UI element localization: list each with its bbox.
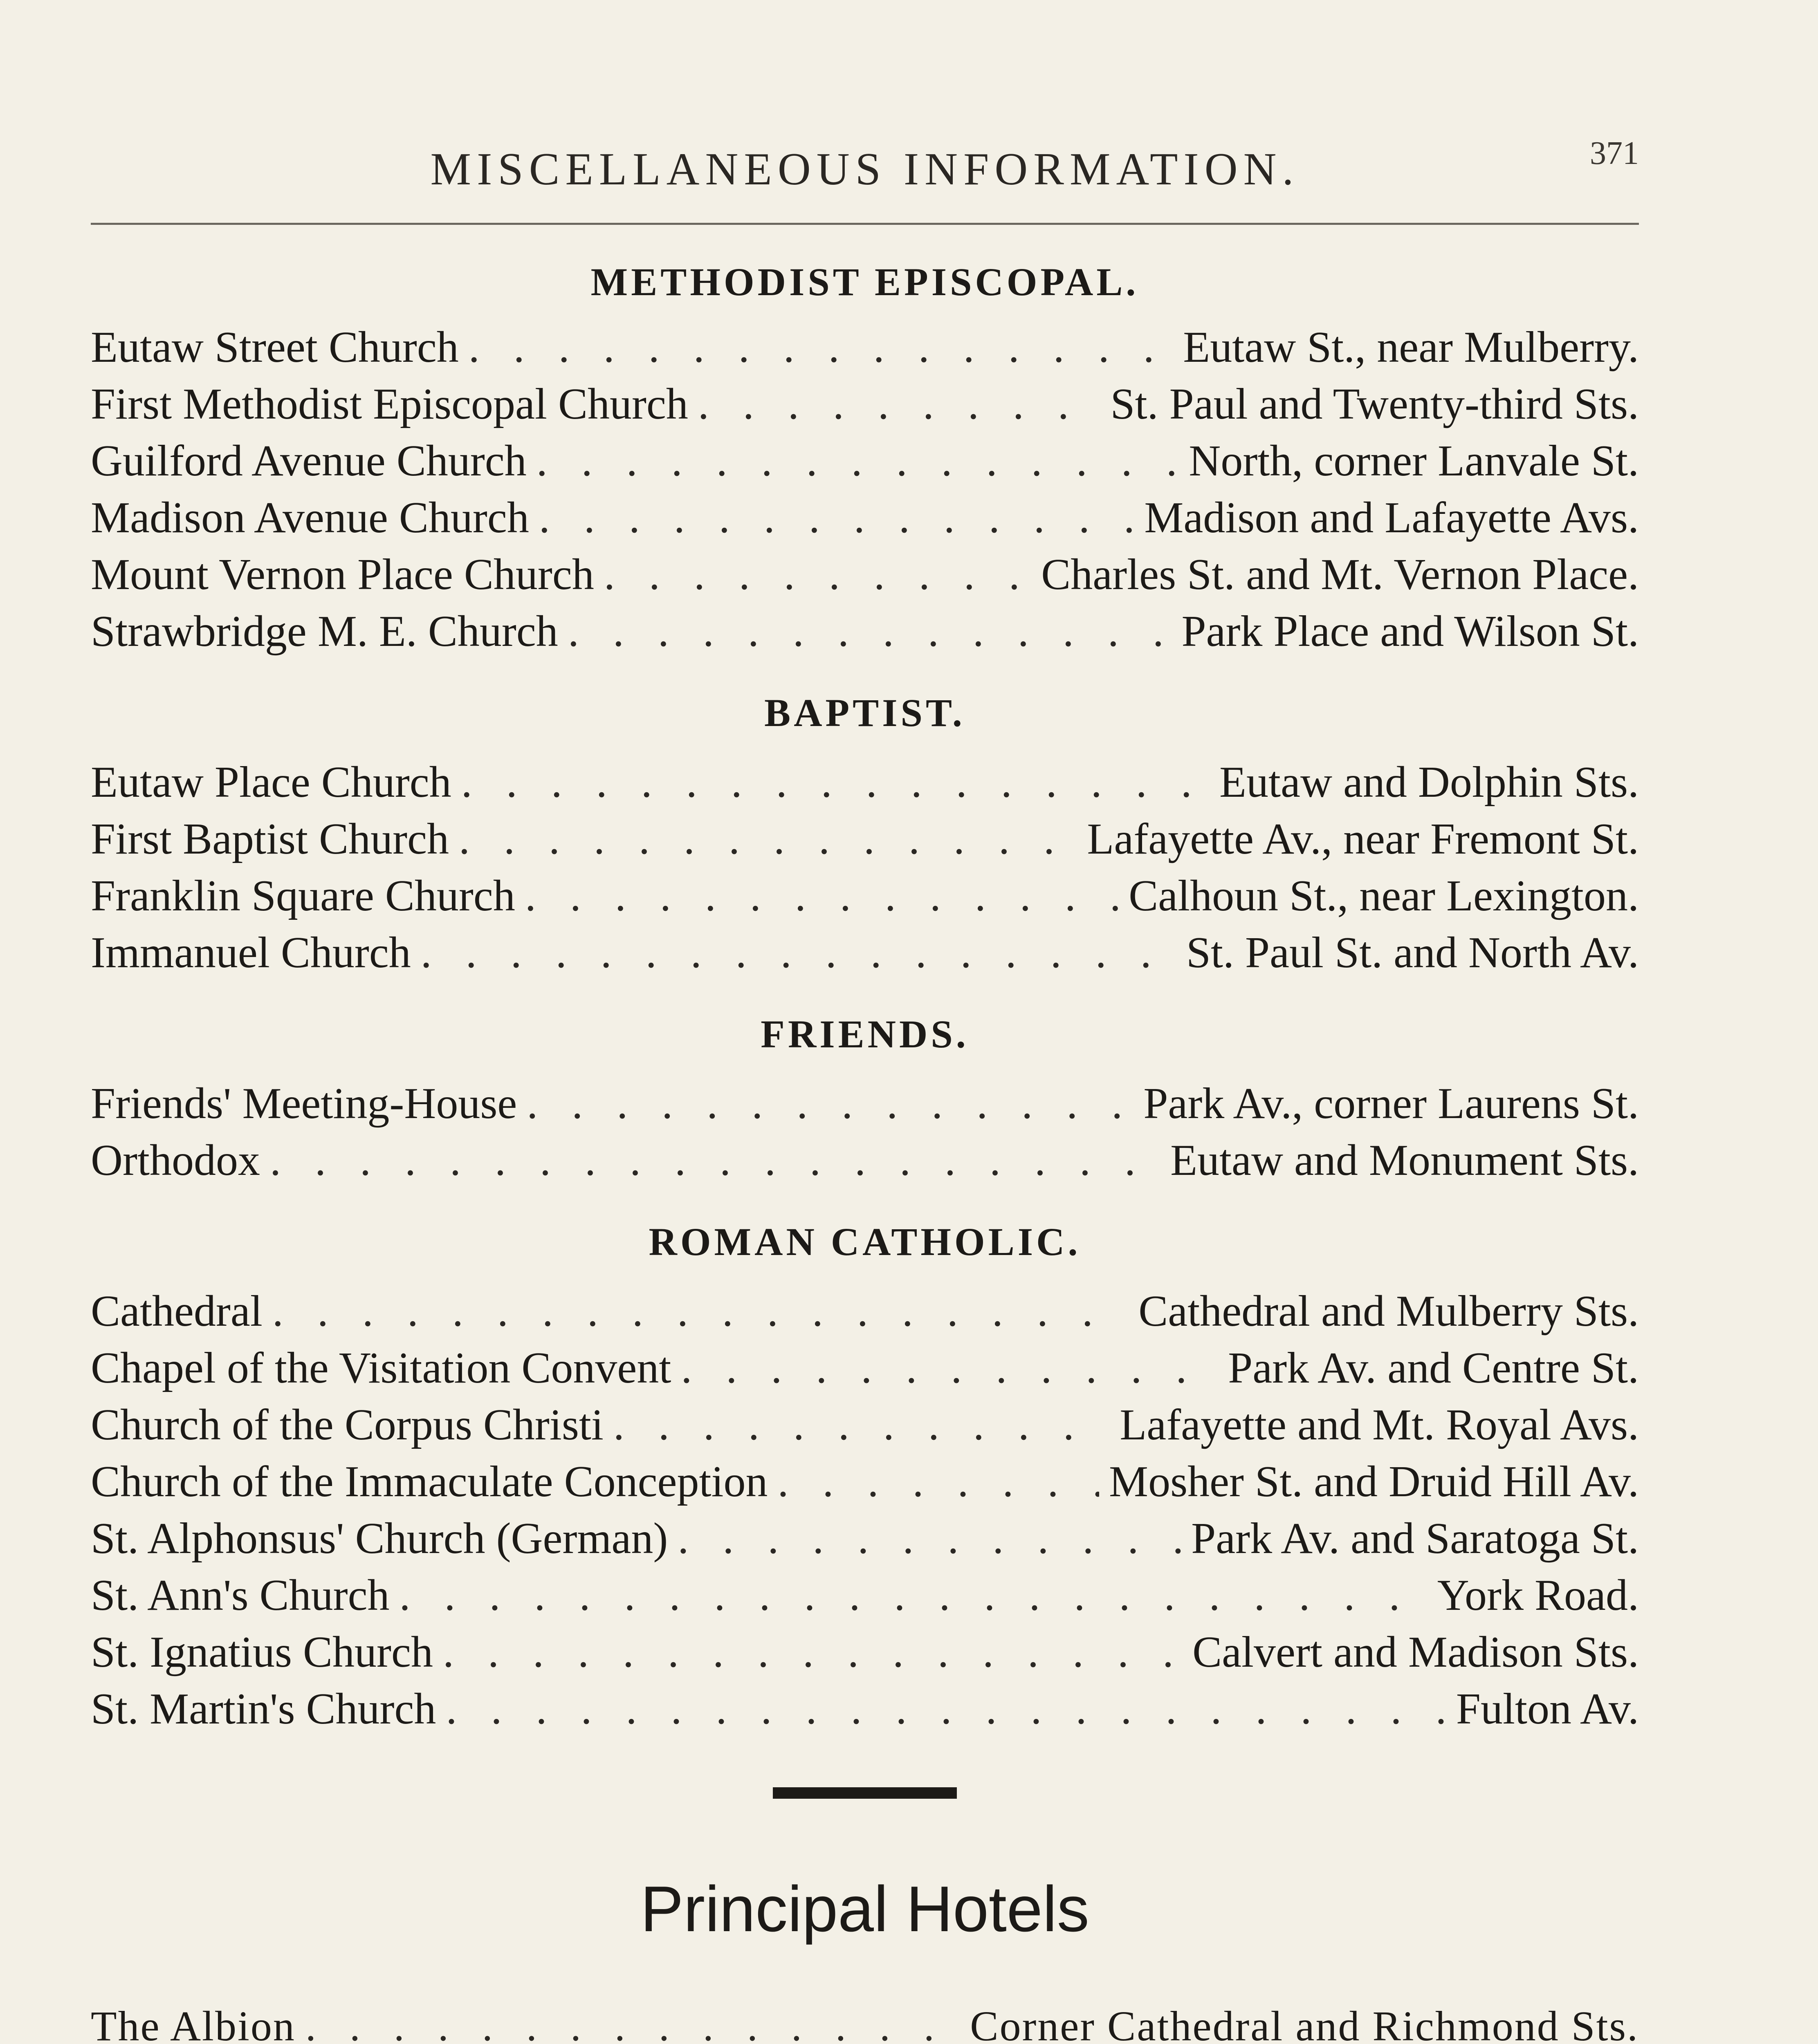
- list-item: [91, 1283, 1639, 1340]
- list-item: [91, 867, 1639, 924]
- list-item: [91, 1396, 1639, 1453]
- entry-location: Fulton Av.: [1456, 1685, 1639, 1733]
- entry-name: St. Ann's Church: [91, 1571, 390, 1620]
- entry-name: Eutaw Place Church: [91, 758, 451, 807]
- dot-leader: [272, 1283, 1129, 1340]
- hotels-title: Principal Hotels: [640, 1873, 1089, 1945]
- section-roman-catholic: [91, 1205, 1639, 1737]
- entry-location: Park Av., corner Laurens St.: [1143, 1079, 1639, 1128]
- page-header: [91, 135, 1639, 196]
- entry-location: St. Paul St. and North Av.: [1186, 928, 1639, 977]
- dot-leader: [568, 603, 1172, 660]
- entry-name: Immanuel Church: [91, 928, 411, 977]
- churches-directory: [91, 245, 1639, 1737]
- list-item: [91, 1624, 1639, 1681]
- section-methodist-episcopal: [91, 245, 1639, 660]
- entry-location: St. Paul and Twenty-third Sts.: [1110, 380, 1639, 428]
- entry-location: Mosher St. and Druid Hill Av.: [1109, 1457, 1639, 1506]
- dot-leader: [613, 1396, 1110, 1453]
- dot-leader: [469, 319, 1174, 376]
- entry-name: St. Ignatius Church: [91, 1628, 433, 1676]
- list-item: [91, 1510, 1639, 1567]
- list-item: [91, 924, 1639, 981]
- page-number: 371: [1590, 135, 1639, 171]
- list-item: [91, 433, 1639, 489]
- dot-leader: [604, 546, 1031, 603]
- entry-name: Cathedral: [91, 1287, 263, 1336]
- entry-location: Eutaw St., near Mulberry.: [1183, 323, 1639, 372]
- section-friends: [91, 997, 1639, 1189]
- dot-leader: [305, 2003, 960, 2044]
- entry-name: Guilford Avenue Church: [91, 437, 527, 485]
- dot-leader: [536, 433, 1179, 489]
- list-item: [91, 489, 1639, 546]
- section-heading: FRIENDS.: [761, 1012, 969, 1056]
- section-baptist: [91, 676, 1639, 981]
- list-item: [91, 319, 1639, 376]
- entry-location: Calhoun St., near Lexington.: [1129, 872, 1639, 920]
- dot-leader: [681, 1340, 1218, 1396]
- list-item: [91, 546, 1639, 603]
- list-item: [91, 811, 1639, 867]
- dot-leader: [446, 1681, 1446, 1737]
- entry-name: St. Martin's Church: [91, 1685, 436, 1733]
- entry-location: Calvert and Madison Sts.: [1192, 1628, 1639, 1676]
- entry-name: St. Alphonsus' Church (German): [91, 1514, 668, 1563]
- entry-name: Mount Vernon Place Church: [91, 550, 594, 599]
- entry-location: Lafayette Av., near Fremont St.: [1087, 815, 1639, 863]
- list-item: [91, 603, 1639, 660]
- list-item: [91, 1075, 1639, 1132]
- dot-leader: [421, 924, 1176, 981]
- dot-leader: [698, 376, 1101, 433]
- entry-name: First Methodist Episcopal Church: [91, 380, 688, 428]
- entry-name: Orthodox: [91, 1136, 260, 1185]
- list-item: [91, 1453, 1639, 1510]
- hotels-directory: [91, 2003, 1639, 2044]
- entry-name: Eutaw Street Church: [91, 323, 459, 372]
- list-item: [91, 1567, 1639, 1624]
- list-item: [91, 2003, 1639, 2044]
- dot-leader: [527, 1075, 1133, 1132]
- dot-leader: [539, 489, 1134, 546]
- list-item: [91, 1132, 1639, 1189]
- entry-name: Strawbridge M. E. Church: [91, 607, 558, 656]
- dot-leader: [525, 867, 1119, 924]
- entry-name: The Albion: [91, 2003, 296, 2044]
- list-item: [91, 1340, 1639, 1396]
- section-divider: [773, 1787, 957, 1799]
- dot-leader: [678, 1510, 1181, 1567]
- entry-name: First Baptist Church: [91, 815, 449, 863]
- entry-location: Charles St. and Mt. Vernon Place.: [1041, 550, 1639, 599]
- dot-leader: [778, 1453, 1100, 1510]
- entry-location: Lafayette and Mt. Royal Avs.: [1120, 1401, 1639, 1449]
- entry-name: Church of the Immaculate Conception: [91, 1457, 768, 1506]
- dot-leader: [461, 754, 1210, 811]
- entry-location: North, corner Lanvale St.: [1189, 437, 1639, 485]
- entry-location: Eutaw and Dolphin Sts.: [1219, 758, 1639, 807]
- entry-location: Park Av. and Saratoga St.: [1191, 1514, 1639, 1563]
- entry-location: Cathedral and Mulberry Sts.: [1138, 1287, 1639, 1336]
- running-head: MISCELLANEOUS INFORMATION.: [430, 144, 1300, 195]
- dot-leader: [400, 1567, 1427, 1624]
- list-item: [91, 1681, 1639, 1737]
- entry-location: Madison and Lafayette Avs.: [1144, 493, 1639, 542]
- entry-name: Franklin Square Church: [91, 872, 515, 920]
- entry-location: York Road.: [1437, 1571, 1639, 1620]
- list-item: [91, 754, 1639, 811]
- section-heading: ROMAN CATHOLIC.: [649, 1220, 1081, 1264]
- entry-location: Corner Cathedral and Richmond Sts.: [970, 2003, 1639, 2044]
- entry-name: Madison Avenue Church: [91, 493, 529, 542]
- dot-leader: [443, 1624, 1183, 1681]
- section-heading: METHODIST EPISCOPAL.: [590, 260, 1139, 304]
- entry-location: Park Av. and Centre St.: [1228, 1344, 1639, 1392]
- header-rule: [91, 223, 1639, 225]
- dot-leader: [459, 811, 1077, 867]
- entry-location: Park Place and Wilson St.: [1181, 607, 1639, 656]
- entry-name: Friends' Meeting-House: [91, 1079, 517, 1128]
- list-item: [91, 376, 1639, 433]
- entry-location: Eutaw and Monument Sts.: [1170, 1136, 1639, 1185]
- entry-name: Chapel of the Visitation Convent: [91, 1344, 671, 1392]
- section-heading: BAPTIST.: [764, 691, 965, 735]
- dot-leader: [270, 1132, 1160, 1189]
- entry-name: Church of the Corpus Christi: [91, 1401, 604, 1449]
